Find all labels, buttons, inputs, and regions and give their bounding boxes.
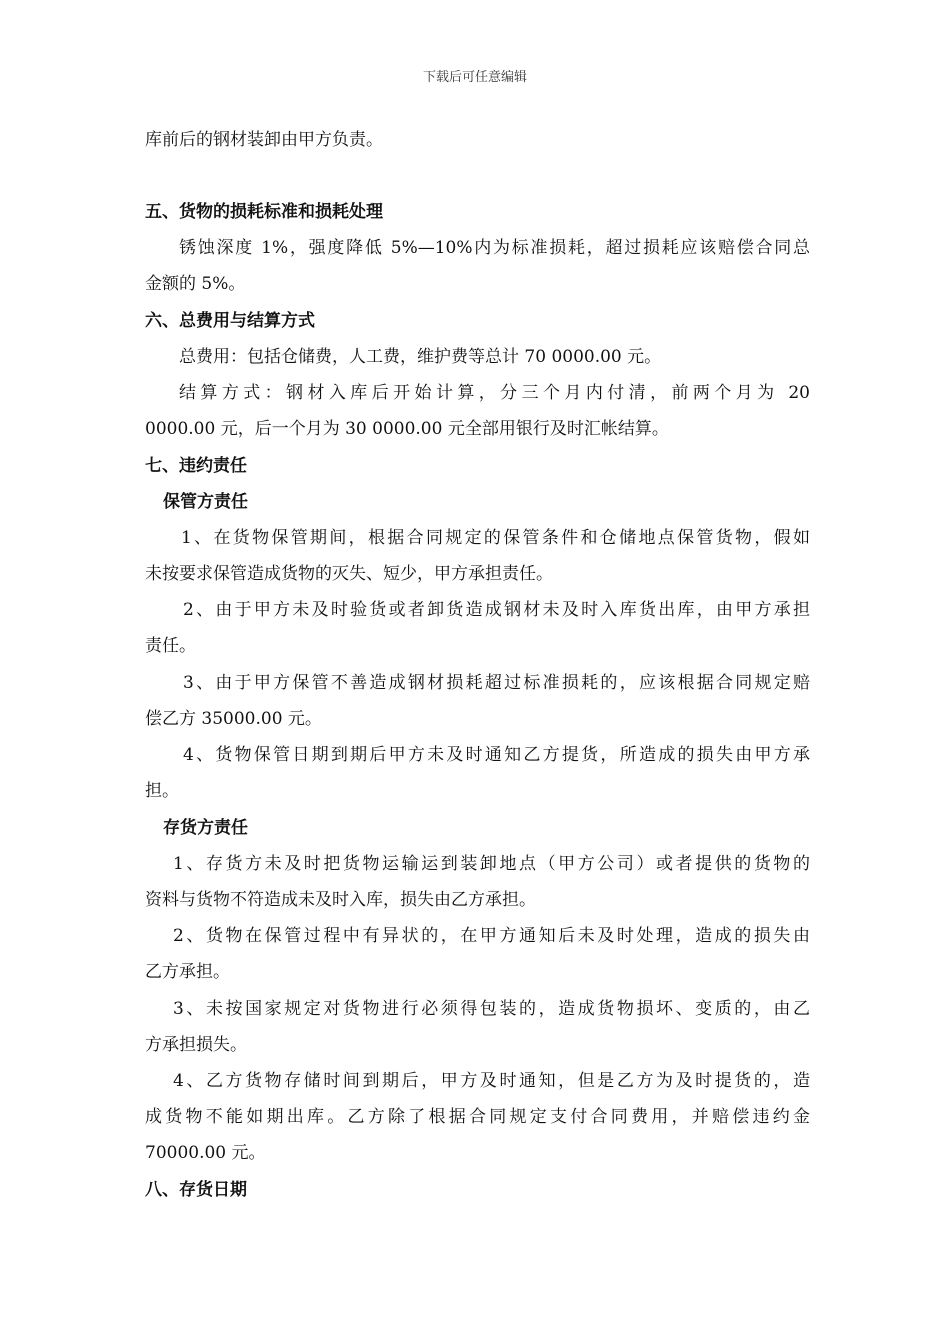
paragraph-line: 3、未按国家规定对货物进行必须得包装的，造成货物损坏、变质的，由乙 [173,999,810,1019]
paragraph-line: 库前后的钢材装卸由甲方负责。 [145,130,383,150]
subheading-custodian-liability: 保管方责任 [163,492,248,512]
paragraph-line: 4、货物保管日期到期后甲方未及时通知乙方提货，所造成的损失由甲方承 [183,745,810,765]
paragraph-line: 0000.00 元，后一个月为 30 0000.00 元全部用银行及时汇帐结算。 [145,419,669,439]
paragraph-line: 担。 [145,781,179,801]
paragraph-line: 锈蚀深度 1%，强度降低 5%—10%内为标准损耗，超过损耗应该赔偿合同总 [179,238,810,258]
section-heading-6: 六、总费用与结算方式 [145,311,315,331]
paragraph-line: 金额的 5%。 [145,274,246,294]
paragraph-line: 资料与货物不符造成未及时入库，损失由乙方承担。 [145,890,536,910]
section-heading-7: 七、违约责任 [145,456,247,476]
paragraph-line: 1、在货物保管期间，根据合同规定的保管条件和仓储地点保管货物，假如 [181,528,810,548]
paragraph-line: 方承担损失。 [145,1035,247,1055]
subheading-depositor-liability: 存货方责任 [163,818,248,838]
section-heading-5: 五、货物的损耗标准和损耗处理 [145,202,383,222]
paragraph-line: 结算方式：钢材入库后开始计算，分三个月内付清，前两个月为 20 [179,383,810,403]
paragraph-line: 1、存货方未及时把货物运输运到装卸地点（甲方公司）或者提供的货物的 [173,854,810,874]
paragraph-line: 总费用：包括仓储费，人工费，维护费等总计 70 0000.00 元。 [179,347,662,367]
paragraph-line: 2、货物在保管过程中有异状的，在甲方通知后未及时处理，造成的损失由 [173,926,810,946]
paragraph-line: 3、由于甲方保管不善造成钢材损耗超过标准损耗的，应该根据合同规定赔 [183,673,810,693]
paragraph-line: 责任。 [145,636,196,656]
page-header-note: 下载后可任意编辑 [422,70,527,85]
paragraph-line: 70000.00 元。 [145,1143,266,1163]
paragraph-line: 未按要求保管造成货物的灭失、短少，甲方承担责任。 [145,564,553,584]
paragraph-line: 成货物不能如期出库。乙方除了根据合同规定支付合同费用，并赔偿违约金 [145,1107,810,1127]
paragraph-line: 2、由于甲方未及时验货或者卸货造成钢材未及时入库货出库，由甲方承担 [183,600,810,620]
paragraph-line: 乙方承担。 [145,962,230,982]
section-heading-8: 八、存货日期 [145,1180,247,1200]
paragraph-line: 4、乙方货物存储时间到期后，甲方及时通知，但是乙方为及时提货的，造 [173,1071,810,1091]
paragraph-line: 偿乙方 35000.00 元。 [145,709,322,729]
